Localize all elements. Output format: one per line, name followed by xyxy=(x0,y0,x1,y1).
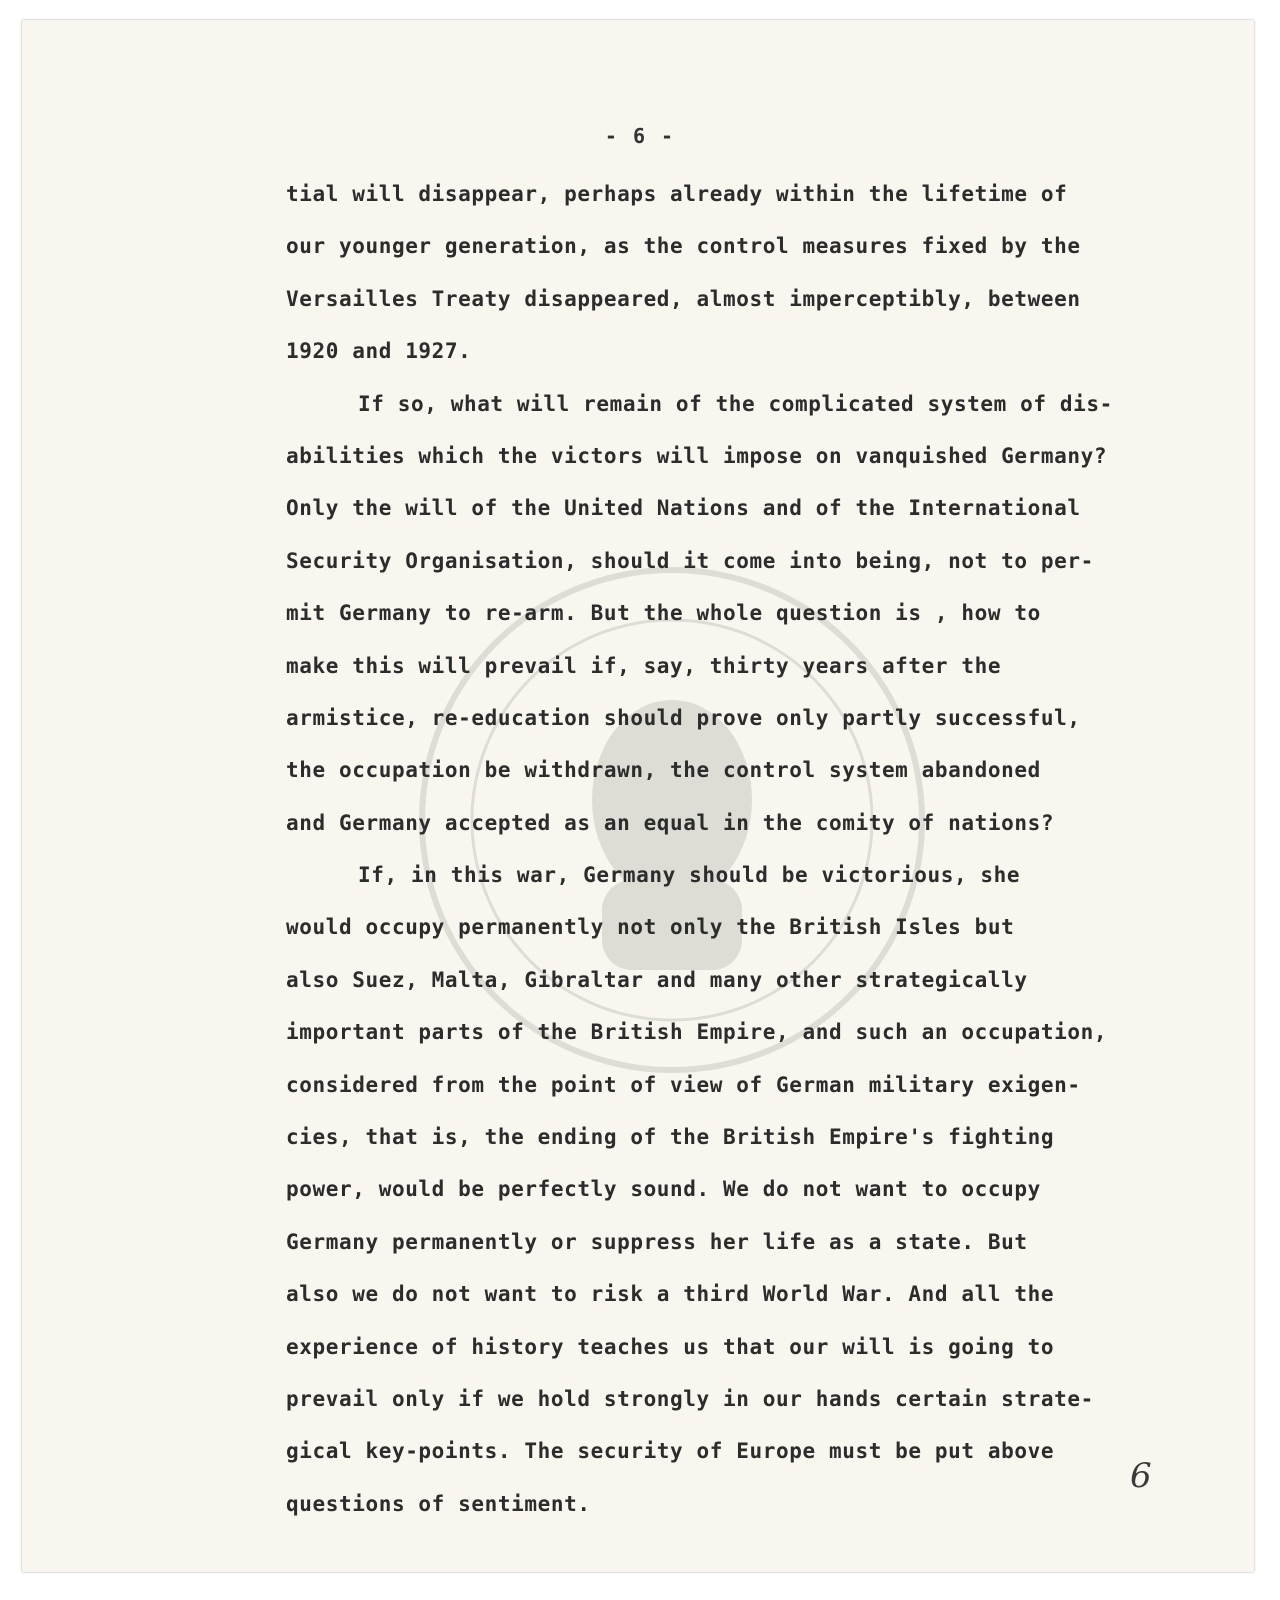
text-line: also we do not want to risk a third World War. And all the xyxy=(286,1282,1055,1307)
text-line: our younger generation, as the control measures fixed by the xyxy=(286,234,1081,259)
text-line: prevail only if we hold strongly in our hands certain strate- xyxy=(286,1386,1094,1411)
text-line: also Suez, Malta, Gibraltar and many other strategically xyxy=(286,967,1028,992)
typewritten-body xyxy=(286,168,1246,1530)
text-line: considered from the point of view of German military exigen- xyxy=(286,1072,1081,1097)
text-line: Only the will of the United Nations and of the International xyxy=(286,496,1081,521)
page-marker: - 6 - xyxy=(604,124,676,148)
text-line: power, would be perfectly sound. We do not want to occupy xyxy=(286,1177,1041,1202)
text-line: Versailles Treaty disappeared, almost imperceptibly, between xyxy=(286,286,1081,311)
text-line: the occupation be withdrawn, the control system abandoned xyxy=(286,758,1041,783)
text-line: questions of sentiment. xyxy=(286,1491,591,1516)
text-line: cies, that is, the ending of the British Empire's fighting xyxy=(286,1125,1055,1150)
text-line: would occupy permanently not only the British Isles but xyxy=(286,915,1015,940)
text-line: make this will prevail if, say, thirty years after the xyxy=(286,653,1002,678)
text-line: 1920 and 1927. xyxy=(286,339,472,364)
handwritten-page-number: 6 xyxy=(1130,1456,1152,1496)
text-line: and Germany accepted as an equal in the comity of nations? xyxy=(286,810,1055,835)
text-line: Germany permanently or suppress her life as a state. But xyxy=(286,1229,1028,1254)
paragraph-start-line: If so, what will remain of the complicated system of dis- xyxy=(358,391,1113,416)
text-line: mit Germany to re-arm. But the whole question is , how to xyxy=(286,601,1041,626)
text-line: experience of history teaches us that our will is going to xyxy=(286,1334,1055,1359)
text-line: important parts of the British Empire, and such an occupation, xyxy=(286,1020,1108,1045)
text-line: tial will disappear, perhaps already within the lifetime of xyxy=(286,182,1068,206)
paragraph-start-line: If, in this war, Germany should be victorious, she xyxy=(358,863,1021,888)
text-line: abilities which the victors will impose on vanquished Germany? xyxy=(286,443,1108,468)
text-line: armistice, re-education should prove only partly successful, xyxy=(286,705,1081,730)
text-line: gical key-points. The security of Europe must be put above xyxy=(286,1439,1055,1464)
text-line: Security Organisation, should it come into being, not to per- xyxy=(286,548,1094,573)
